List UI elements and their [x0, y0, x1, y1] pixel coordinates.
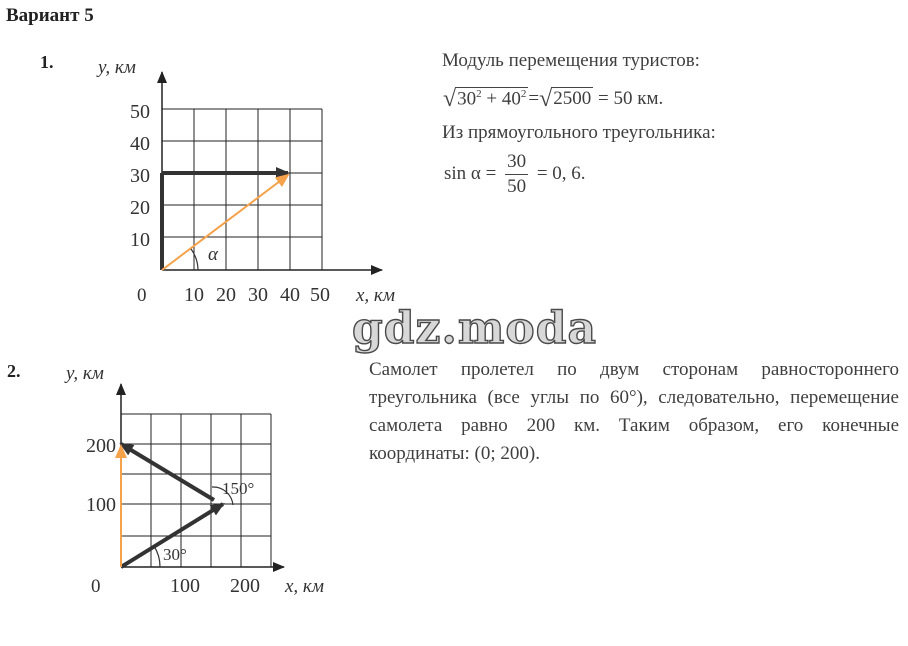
- task2-x-label: x, км: [285, 576, 324, 597]
- task2-angle1-label: 30°: [163, 545, 187, 564]
- task2-number: 2.: [7, 361, 21, 381]
- task2-graph: [0, 0, 360, 620]
- task2-y-tick: 200: [86, 435, 116, 457]
- variant-title: Вариант 5: [6, 5, 94, 26]
- task1-equation-modulus: $√30^2 + 40^2 =√2500 = 50$ км.: [443, 86, 664, 112]
- task1-y-tick: 50: [130, 101, 150, 123]
- eq-value-b: 40: [501, 88, 521, 109]
- task2-leg2-vector: [121, 444, 214, 500]
- task2-x-tick: 200: [230, 575, 260, 597]
- task1-x-tick: 40: [280, 284, 300, 306]
- task1-y-tick: 40: [130, 133, 150, 155]
- task2-angle-arc-30: [154, 546, 160, 567]
- task1-y-tick: 30: [130, 165, 150, 187]
- eq-value-a: 30: [457, 88, 477, 109]
- task1-x-tick: 30: [248, 284, 268, 306]
- eq-result: = 50 км.: [598, 88, 664, 109]
- task1-text-line1: Модуль перемещения туристов:: [442, 50, 700, 71]
- task2-y-label: y, км: [66, 363, 104, 384]
- task1-x-tick: 50: [310, 284, 330, 306]
- task2-x-tick: 100: [170, 575, 200, 597]
- task1-x-label: x, км: [356, 285, 395, 306]
- task1-x-tick: 20: [216, 284, 236, 306]
- task2-solution-text: Самолет пролетел по двум сторонам равностороннего треугольника (все углы по 60°), следовательно, перемещение самолета равно 200 км. Таким образом, его конечные координаты: (0; 200).: [369, 359, 899, 464]
- task1-text-line3: Из прямоугольного треугольника:: [442, 122, 716, 143]
- task1-y-tick: 10: [130, 229, 150, 251]
- task2-angle2-label: 150°: [222, 479, 255, 498]
- task1-equation-sin: sin α = $\frac{30}{50}$ = 0, 6.: [444, 151, 586, 197]
- task2-origin: 0: [91, 576, 101, 597]
- task1-y-tick: 20: [130, 197, 150, 219]
- task2-y-tick: 100: [86, 494, 116, 516]
- task1-number: 1.: [40, 52, 54, 72]
- task1-origin: 0: [137, 285, 147, 306]
- eq-value-c: 2500: [553, 88, 592, 109]
- task1-y-label: y, км: [98, 57, 136, 78]
- task1-angle-label: α: [208, 244, 218, 265]
- task1-x-tick: 10: [184, 284, 204, 306]
- watermark-logo: gdz.moda: [352, 303, 598, 354]
